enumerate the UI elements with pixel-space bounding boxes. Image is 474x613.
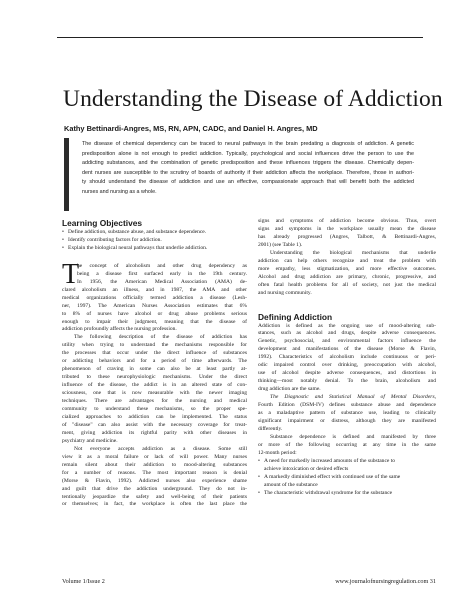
abstract-line: The disease of chemical dependency can be traced to neural pathways in the brain predating a diagnosis of addiction. A genetic xyxy=(82,141,414,147)
abstract-line: ty should understand the disease of addiction and use an effective, compassionate approach that will benefit both the addicted xyxy=(82,179,414,186)
body-line: Understanding the biological mechanisms that underlie xyxy=(270,249,436,256)
body-line: Genetic, psychosocial, and environmental factors influence the xyxy=(258,338,436,345)
body-line: cialized approaches to addiction can be implemented. The status xyxy=(62,413,247,420)
bullet-icon: • xyxy=(258,473,260,480)
body-line: The Diagnostic and Statistical Manual of Mental Disorders, xyxy=(270,394,436,401)
list-item-continuation: amount of the substance xyxy=(264,481,318,488)
body-line: or addicting behaviors and for a period of time afterwards. The xyxy=(62,358,247,365)
body-line: clared alcoholism an illness, and in 1987, the AMA and other xyxy=(62,286,247,293)
body-line: and guilt that drive the addiction underground. They do not in- xyxy=(62,485,247,492)
abstract-accent-bar xyxy=(64,138,69,211)
body-line: of "disease" can also assist with the necessary coverage for treat- xyxy=(62,421,247,428)
paragraph-dependence xyxy=(258,434,436,458)
paragraph-acceptance xyxy=(62,446,247,510)
list-item: • Identify contributing factors for addiction. xyxy=(62,236,162,243)
body-line: influence of the disease, the addict is in an altered state of con- xyxy=(62,382,247,389)
right-column xyxy=(258,218,436,498)
body-line: view it as a moral failure or lack of will power. Many nurses xyxy=(62,453,247,460)
body-line: or themselves; in fact, the workplace is often the last place the xyxy=(62,501,247,508)
bullet-icon: • xyxy=(62,236,64,243)
body-line: often fatal health problems for all of society, not just the medical xyxy=(258,281,436,288)
paragraph-mechanisms xyxy=(62,334,247,445)
body-line: Alcohol and drug addiction are primary, chronic, progressive, and xyxy=(258,273,436,280)
abstract-line: dent nurses are susceptible to the scrutiny of boards of authority if their addiction affects the workplace. Therefore, those in authori- xyxy=(82,169,414,176)
abstract-line: addicting substances, and the combination of genetic predisposition and these influences triggers the disease. Chemically depen- xyxy=(82,160,414,167)
body-line: use of alcohol despite adverse consequences, and distortions in xyxy=(258,370,436,377)
body-line: remain silent about their addiction to mood-altering substances xyxy=(62,461,247,468)
body-line: techniques. There are advantages for the nursing and medical xyxy=(62,398,247,405)
body-line: for a number of reasons. The most important reason is denial xyxy=(62,469,247,476)
paragraph-definition xyxy=(258,323,436,395)
paragraph-biology xyxy=(258,250,436,298)
body-line: phenomenon of craving in some can also be at least partly at- xyxy=(62,366,247,373)
body-line: (Morse & Flavin, 1992). Addicted nurses also experience shame xyxy=(62,477,247,484)
body-line: community to understand these mechanisms, so the proper spe- xyxy=(62,406,247,413)
abstract xyxy=(82,140,414,198)
body-line: Addiction is defined as the ongoing use of mood-altering sub- xyxy=(258,322,436,329)
body-line: differently. xyxy=(258,425,283,432)
bullet-icon: • xyxy=(258,457,260,464)
list-item: • Define addiction, substance abuse, and substance dependence. xyxy=(62,229,207,235)
bullet-icon: • xyxy=(62,229,64,235)
body-line: In 1956, the American Medical Association (AMA) de- xyxy=(77,278,247,285)
bullet-icon: • xyxy=(258,489,260,496)
body-line: development and manifestations of the disease (Morse & Flavin, xyxy=(258,346,436,353)
top-rule xyxy=(57,37,423,38)
body-line: stances, such as alcohol and drugs, despite adverse consequences. xyxy=(258,330,436,337)
body-line: as a maladaptive pattern of substance use, leading to clinically xyxy=(258,410,436,417)
footer-volume: Volume 1/Issue 2 xyxy=(62,578,105,585)
abstract-line: predisposition alone is not enough to predict addiction. Typically, psychological and social influences drive the person to use the xyxy=(82,150,414,157)
list-item-continuation: achieve intoxication or desired effects xyxy=(264,465,349,472)
body-line: has already progressed (Angres, Talbott, & Bettinardi-Angres, xyxy=(258,233,436,240)
body-line: Fourth Edition (DSM-IV) defines substance abuse and dependence xyxy=(258,402,436,409)
body-line: tentionally jeopardize the safety and well-being of their patients xyxy=(62,493,247,500)
body-line: The following description of the disease of addiction has xyxy=(74,334,247,341)
abstract-line: nurses and nursing as a whole. xyxy=(82,188,157,195)
defining-addiction-heading: Defining Addiction xyxy=(258,311,333,322)
list-item: • Explain the biological neural pathways that underlie addiction. xyxy=(62,244,208,251)
list-item: • A need for markedly increased amounts of the substance to xyxy=(258,457,396,464)
body-line: psychiatry and medicine. xyxy=(62,437,118,444)
body-line: ment, giving addiction its rightful parity with other diseases in xyxy=(62,429,247,436)
drop-cap: T xyxy=(62,258,80,290)
body-line: tributed to these neurophysiologic mechanisms. Under the direct xyxy=(62,374,247,381)
body-line: more empathy, less stigmatization, and more effective outcomes. xyxy=(258,265,436,272)
body-line: medical organizations officially termed addiction a disease (Lesh- xyxy=(62,294,247,301)
learning-objectives-heading: Learning Objectives xyxy=(62,218,143,228)
body-line: signs and symptoms in the workplace usually mean the disease xyxy=(258,225,436,232)
body-line: 12-month period: xyxy=(258,449,297,456)
body-line: the processes that occur under the direct influence of substances xyxy=(62,350,247,357)
body-line: signs and symptoms of addiction become obvious. Thus, overt xyxy=(258,218,436,224)
objectives-list xyxy=(62,229,247,253)
body-line: to 8% of nurses have alcohol or drug abuse problems serious xyxy=(62,310,247,317)
body-line: ner, 1997). The American Nurses Association estimates that 6% xyxy=(62,302,247,309)
footer-url-page: www.journalofnursingregulation.com 31 xyxy=(335,578,436,585)
body-line: 2001) (see Table 1). xyxy=(258,241,303,248)
criteria-list xyxy=(258,458,436,498)
body-line: odic impaired control over drinking, preoccupation with alcohol, xyxy=(258,362,436,369)
paragraph-signs xyxy=(258,218,436,250)
author-line: Kathy Bettinardi-Angres, MS, RN, APN, CADC, and Daniel H. Angres, MD xyxy=(64,124,318,133)
body-line: Substance dependence is defined and manifested by three xyxy=(270,433,436,440)
intro-paragraph xyxy=(62,258,247,335)
body-line: and nursing community. xyxy=(258,289,312,296)
body-line: he concept of alcoholism and other drug dependency as xyxy=(77,262,247,269)
body-line: thinking—most notably denial. To the brain, alcoholism and xyxy=(258,378,436,385)
body-line: addiction can help others recognize and treat the problem with xyxy=(258,257,436,264)
body-line: or more of the following occurring at any time in the same xyxy=(258,441,436,448)
article-title: Understanding the Disease of Addiction xyxy=(63,86,443,112)
body-line: utility when trying to understand the mechanisms responsible for xyxy=(62,342,247,349)
body-line: enough to impair their judgment, meaning that the disease of xyxy=(62,318,247,325)
list-item: • The characteristic withdrawal syndrome for the substance xyxy=(258,489,393,496)
body-line: Not everyone accepts addiction as a disease. Some still xyxy=(74,445,247,452)
left-column xyxy=(62,218,247,509)
body-line: significant impairment or distress, although they are manifested xyxy=(258,417,436,424)
paragraph-dsm xyxy=(258,394,436,434)
body-line: sciousness, one that is now measurable with the newer imaging xyxy=(62,390,247,397)
body-line: being a disease first surfaced early in the 19th century. xyxy=(77,270,247,277)
body-line: drug addiction are the same. xyxy=(258,386,321,393)
bullet-icon: • xyxy=(62,244,64,251)
list-item: • A markedly diminished effect with continued use of the same xyxy=(258,473,401,480)
body-line: 1992). Characteristics of alcoholism include continuous or peri- xyxy=(258,354,436,361)
body-line: addiction profoundly affects the nursing profession. xyxy=(62,326,177,333)
